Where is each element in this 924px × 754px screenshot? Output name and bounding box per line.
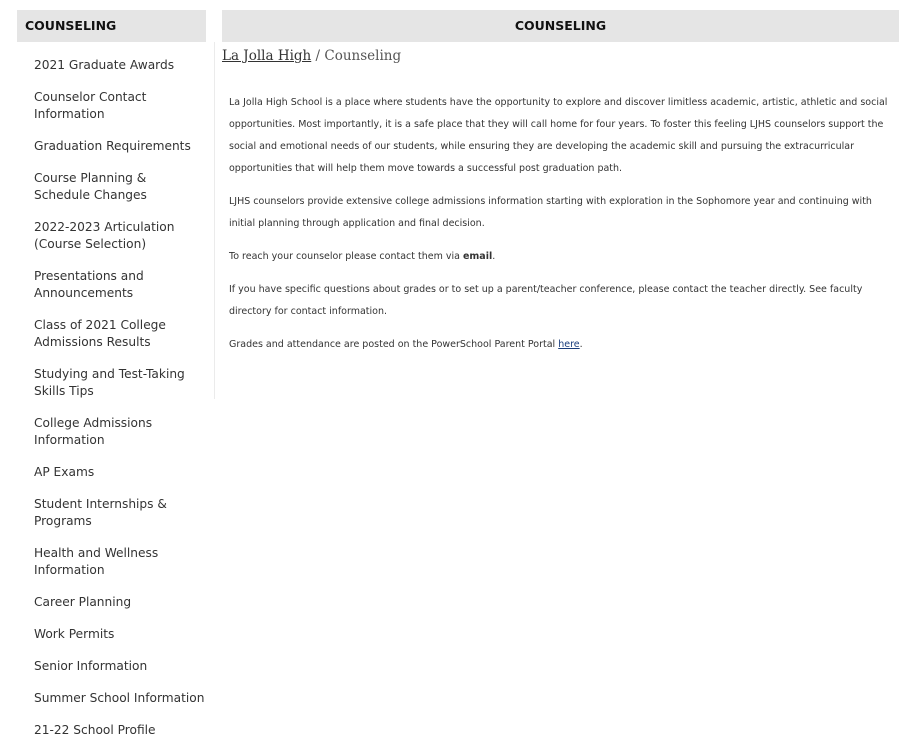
contact-end: .: [492, 251, 496, 262]
sidebar-item-graduation-requirements[interactable]: Graduation Requirements: [34, 139, 191, 153]
grades-text: Grades and attendance are posted on the PowerSchool Parent Portal: [229, 339, 559, 350]
sidebar-divider: [214, 42, 215, 399]
contact-text: To reach your counselor please contact them via: [229, 251, 463, 262]
sidebar-item-counselor-contact[interactable]: Counselor Contact Information: [34, 90, 147, 121]
content-body: [229, 92, 894, 367]
sidebar-item-school-profile[interactable]: 21-22 School Profile: [34, 723, 156, 737]
sidebar-nav: [34, 57, 206, 754]
sidebar-item-presentations[interactable]: Presentations and Announcements: [34, 269, 144, 300]
sidebar-title: COUNSELING: [17, 10, 206, 42]
breadcrumb-home-link[interactable]: La Jolla High: [222, 48, 312, 64]
breadcrumb-separator: /: [311, 48, 325, 64]
sidebar-item-ap-exams[interactable]: AP Exams: [34, 465, 95, 479]
questions-paragraph: If you have specific questions about grades or to set up a parent/teacher conference, please contact the teacher directly. See faculty directory for contact information.: [229, 284, 863, 317]
email-text: email: [462, 251, 493, 262]
intro-paragraph: La Jolla High School is a place where students have the opportunity to explore and discover limitless academic, artistic, athletic and social opportunities. Most importantly, it is a safe place that they will call home for four years. To foster this feeling LJHS counselors support the social and emotional needs of our students, while ensuring they are developing the academic skill and pursuing the extracurricular opportunities that will help them move towards a successful post graduation path.: [229, 97, 888, 174]
college-info-paragraph: LJHS counselors provide extensive college admissions information starting with exploration in the Sophomore year and continuing with initial planning through application and final decision.: [229, 196, 872, 229]
sidebar-item-admissions-results[interactable]: Class of 2021 College Admissions Results: [34, 318, 166, 349]
grades-end: .: [579, 339, 583, 350]
sidebar-item-articulation[interactable]: 2022-2023 Articulation (Course Selection): [34, 220, 175, 251]
page-title: COUNSELING: [222, 10, 899, 42]
sidebar-item-college-admissions[interactable]: College Admissions Information: [34, 416, 153, 447]
powerschool-link[interactable]: here: [558, 339, 580, 350]
breadcrumb-current: Counseling: [324, 48, 402, 64]
sidebar-item-career-planning[interactable]: Career Planning: [34, 595, 132, 609]
sidebar-item-senior-info[interactable]: Senior Information: [34, 659, 148, 673]
sidebar-item-internships[interactable]: Student Internships & Programs: [34, 497, 167, 528]
sidebar-item-study-tips[interactable]: Studying and Test-Taking Skills Tips: [34, 367, 185, 398]
sidebar-item-health-wellness[interactable]: Health and Wellness Information: [34, 546, 159, 577]
contact-paragraph: [229, 246, 894, 268]
sidebar-item-course-planning[interactable]: Course Planning & Schedule Changes: [34, 171, 147, 202]
sidebar-item-graduate-awards[interactable]: 2021 Graduate Awards: [34, 58, 175, 72]
sidebar-item-summer-school[interactable]: Summer School Information: [34, 691, 205, 705]
sidebar-item-work-permits[interactable]: Work Permits: [34, 627, 115, 641]
breadcrumb: [222, 48, 401, 64]
grades-paragraph: [229, 334, 894, 356]
